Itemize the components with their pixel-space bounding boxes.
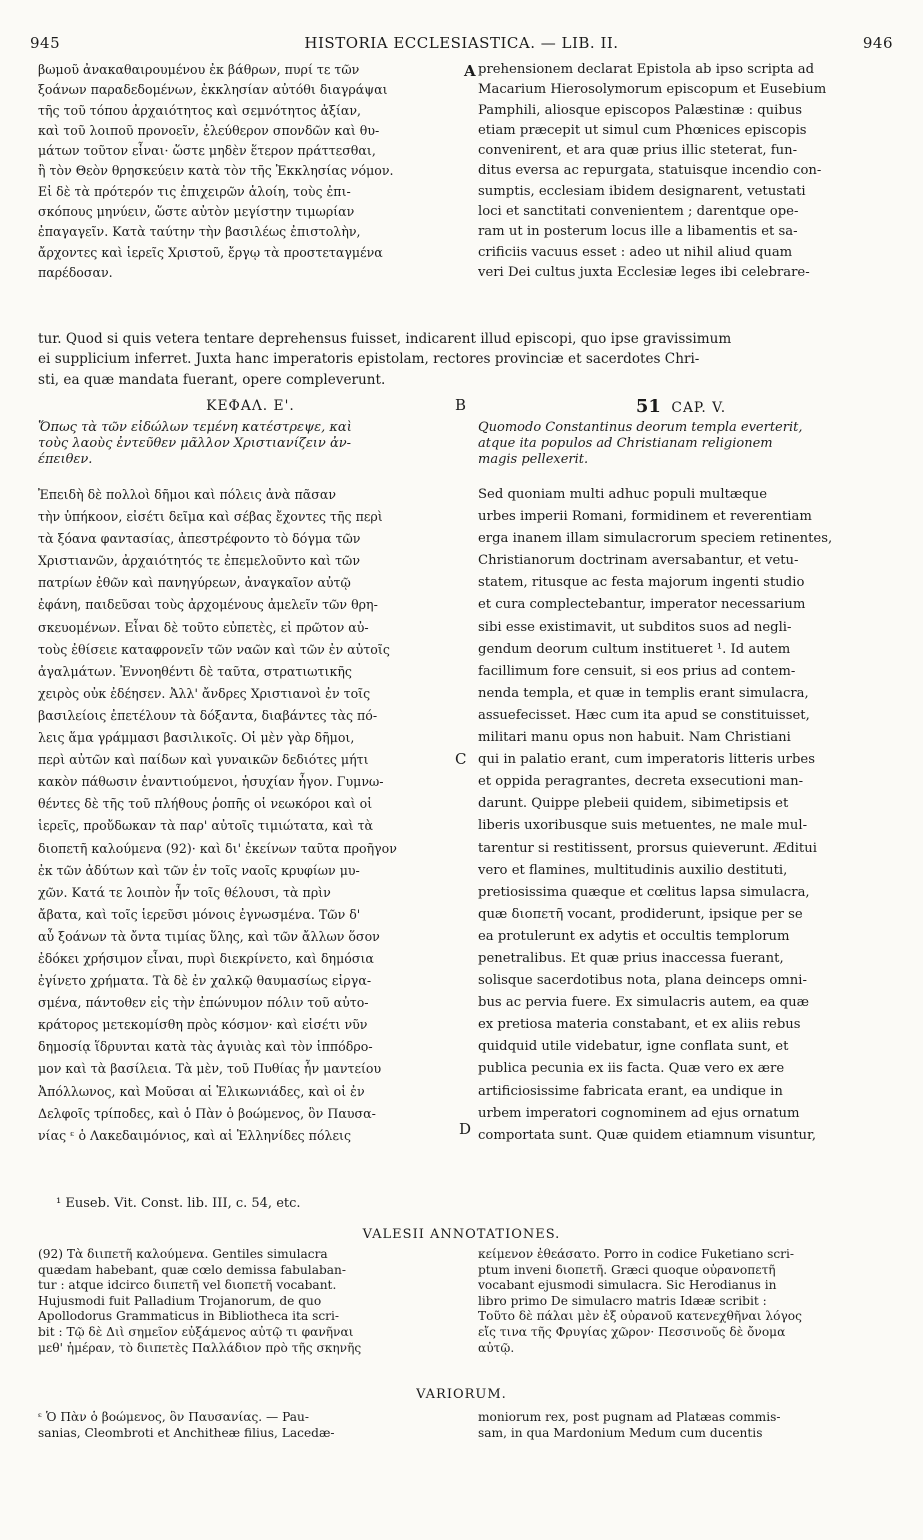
annotation-line: Τοῦτο δὲ πάλαι μὲν ἐξ οὐρανοῦ κατενεχθῆναι λόγος — [478, 1309, 802, 1324]
latin-body-line: bus ac pervia fuere. Ex simulacris autem, ea quæ — [478, 995, 810, 1011]
latin-body-line: artificiosissime fabricata erant, ea undique in — [478, 1083, 783, 1099]
greek-text-line: τῆς τοῦ τόπου ἀρχαιότητος καὶ σεμνότητος ἀξίαν, — [38, 102, 362, 118]
latin-body-line: militari manu opus non habuit. Nam Christiani — [478, 730, 791, 746]
top-full-width-text — [38, 329, 884, 390]
variorum-heading: VARIORUM. — [416, 1387, 507, 1402]
latin-chapter-heading-block — [478, 396, 884, 417]
greek-body-line: ἄβατα, καὶ τοῖς ἱερεῦσι μόνοις ἐγνωσμένα. Τῶν δ' — [38, 906, 361, 922]
latin-body-line: gendum deorum cultum institueret ¹. Id autem — [478, 641, 791, 657]
full-width-text-line: ei supplicium inferret. Juxta hanc imperatoris epistolam, rectores provinciæ et sacerdotes Chri- — [38, 351, 700, 368]
latin-body-line: et oppida peragrantes, decreta exsecutioni man- — [478, 774, 804, 790]
greek-body-line: τὴν ὑπήκοον, εἰσέτι δεῖμα καὶ σέβας ἔχοντες τῆς περὶ — [38, 509, 383, 525]
greek-body-line: ἐφάνη, παιδεῦσαι τοὺς ἀρχομένους ἀμελεῖν τῶν θρη- — [38, 597, 378, 613]
latin-body-line: vero et flamines, multitudinis auxilio destituti, — [478, 862, 788, 878]
latin-body-line: publica pecunia ex iis facta. Quæ vero ex ære — [478, 1061, 785, 1077]
greek-body-line: λεις ἅμα γράμμασι βασιλικοῖς. Οἱ μὲν γὰρ δῆμοι, — [38, 730, 355, 746]
latin-body-line: Christianorum doctrinam aversabantur, et vetu- — [478, 553, 799, 569]
latin-text-line: Macarium Hierosolymorum episcopum et Eusebium — [478, 82, 827, 98]
latin-body-line: quæ διοπετῆ vocant, prodiderunt, ipsique per se — [478, 906, 803, 922]
annotation-line: εἴς τινα τῆς Φρυγίας χῶρον· Πεσσινοῦς δὲ ὄνομα — [478, 1324, 786, 1339]
greek-subtitle-line: έπειθεν. — [38, 452, 93, 467]
greek-body-line: κράτορος μετεκομίσθη πρὸς κόσμον· καὶ εἰσέτι νῦν — [38, 1017, 368, 1033]
variorum-line: moniorum rex, post pugnam ad Platæas commis- — [478, 1410, 781, 1424]
greek-body-line: δημοσίᾳ ἵδρυνται κατὰ τὰς ἀγυιὰς καὶ τὸν ἱππόδρο- — [38, 1039, 373, 1055]
annotation-line: αὐτῷ. — [478, 1340, 515, 1355]
greek-body-line: Δελφοῖς τρίποδες, καὶ ὁ Πὰν ὁ βοώμενος, ὃν Παυσα- — [38, 1105, 376, 1121]
latin-body-line: statem, ritusque ac festa majorum ingenti studio — [478, 575, 805, 591]
greek-body-line: Ἀπόλλωνος, καὶ Μοῦσαι αἱ Ἑλικωνιάδες, καὶ οἱ ἐν — [38, 1083, 365, 1099]
greek-text-line: Εἰ δὲ τὰ πρότερόν τις ἐπιχειρῶν ἁλοίη, τοὺς ἐπι- — [38, 183, 351, 199]
greek-body-line: περὶ αὐτῶν καὶ παίδων καὶ γυναικῶν δεδιότες μήτι — [38, 752, 369, 768]
variorum-line: ᵋ Ὁ Πὰν ὁ βοώμενος, ὃν Παυσανίας. — Pau- — [38, 1410, 309, 1424]
latin-subtitle-line: magis pellexerit. — [478, 452, 589, 467]
annotation-line: vocabant ejusmodi simulacra. Sic Herodianus in — [478, 1278, 777, 1293]
greek-text-line: σκόπους μηνύειν, ὥστε αὐτὸν μεγίστην τιμωρίαν — [38, 204, 355, 220]
latin-body-line: et cura complectebantur, imperator necessarium — [478, 597, 806, 613]
latin-body-line: comportata sunt. Quæ quidem etiamnum visuntur, — [478, 1127, 817, 1143]
annotation-line: bit : Τῷ δὲ Διὶ σημεῖον εὐξάμενος αὐτῷ τι φανῆναι — [38, 1324, 354, 1339]
latin-body-line: assuefecisset. Hæc cum ita apud se constituisset, — [478, 707, 810, 723]
annotation-line: tur : atque idcirco διιπετῆ vel διοπετῆ vocabant. — [38, 1278, 337, 1293]
margin-letter-d: D — [459, 1120, 472, 1138]
footnote: ¹ Euseb. Vit. Const. lib. III, c. 54, etc. — [56, 1196, 301, 1211]
greek-body-line: κακὸν πάθωσιν ἐναντιούμενοι, ἡσυχίαν ἦγον. Γυμνω- — [38, 774, 384, 790]
full-width-text-line: tur. Quod si quis vetera tentare deprehensus fuisset, indicarent illud episcopi, quo ipse gravissimum — [38, 331, 732, 347]
latin-text-line: crificiis vacuus esset : adeo ut nihil aliud quam — [478, 244, 793, 260]
top-greek-column — [38, 60, 463, 283]
greek-body-line: νίας ᵋ ὁ Λακεδαιμόνιος, καὶ αἱ Ἑλληνίδες πόλεις — [38, 1127, 352, 1143]
valesii-right-column — [478, 1247, 884, 1356]
annotation-line: κείμενον ἐθεάσατο. Porro in codice Fuketiano scri- — [478, 1247, 795, 1261]
latin-subtitle-line: Quomodo Constantinus deorum templa everterit, — [478, 420, 803, 435]
greek-body-line: πατρίων ἐθῶν καὶ πανηγύρεων, ἀναγκαῖον αὐτῷ — [38, 575, 351, 591]
annotation-line: quædam habebant, quæ cœlo demissa fabulaban- — [38, 1262, 347, 1277]
greek-chapter-heading: ΚΕΦΑΛ. Ε'. — [206, 398, 295, 414]
greek-body-line: τὰ ξόανα φαντασίας, ἀπεστρέφοντο τὸ δόγμα τῶν — [38, 531, 361, 547]
greek-body-line: αὖ ξοάνων τὰ ὄντα τιμίας ὕλης, καὶ τῶν ἄλλων ὅσον — [38, 928, 380, 944]
variorum-line: sanias, Cleombroti et Anchitheæ filius, Lacedæ- — [38, 1425, 335, 1440]
greek-body-line: σκευομένων. Εἶναι δὲ τοῦτο εὐπετὲς, εἰ πρῶτον αὐ- — [38, 619, 369, 635]
greek-text-line: ἢ τὸν Θεὸν θρησκεύειν κατὰ τὸν τῆς Ἐκκλησίας νόμον. — [38, 163, 394, 179]
greek-body-line: ἐγίνετο χρήματα. Τὰ δὲ ἐν χαλκῷ θαυμασίως εἰργα- — [38, 973, 372, 989]
greek-text-line: παρέδοσαν. — [38, 264, 113, 280]
latin-body-line: nenda templa, et quæ in templis erant simulacra, — [478, 685, 809, 701]
variorum-right-column — [478, 1410, 884, 1441]
annotation-line: (92) Τὰ διιπετῆ καλούμενα. Gentiles simulacra — [38, 1247, 328, 1261]
annotation-line: Hujusmodi fuit Palladium Trojanorum, de quo — [38, 1293, 322, 1308]
latin-body-line: facillimum fore censuit, si eos prius ad contem- — [478, 663, 796, 679]
latin-text-line: sumptis, ecclesiam ibidem designarent, vetustati — [478, 183, 806, 199]
greek-body-line: ἀγαλμάτων. Ἐννοηθέντι δὲ ταῦτα, στρατιωτικῆς — [38, 663, 352, 679]
greek-body-line: ἱερεῖς, προὔδωκαν τὰ παρ' αὐτοῖς τιμιώτατα, καὶ τὰ — [38, 818, 374, 834]
greek-text-line: βωμοῦ ἀνακαθαιρουμένου ἐκ βάθρων, πυρί τε τῶν — [38, 62, 360, 77]
greek-body-line: Χριστιανῶν, ἀρχαιότητός τε ἐπεμελοῦντο καὶ τῶν — [38, 553, 360, 569]
greek-body-line: μον καὶ τὰ βασίλεια. Τὰ μὲν, τοῦ Πυθίας ἦν μαντείου — [38, 1061, 382, 1077]
annotation-line: ptum inveni διοπετῆ. Græci quoque οὐρανοπετῆ — [478, 1262, 776, 1277]
greek-body-line: ἐκ τῶν ἀδύτων καὶ τῶν ἐν τοῖς ναοῖς κρυφίων μυ- — [38, 862, 360, 878]
latin-chapter-subtitle — [478, 420, 884, 468]
latin-body-line: urbes imperii Romani, formidinem et reverentiam — [478, 509, 812, 525]
variorum-left-column — [38, 1410, 456, 1441]
latin-text-line: convenirent, et ara quæ prius illic steterat, fun- — [478, 143, 798, 159]
latin-body-line: sibi esse existimavit, ut subditos suos ad negli- — [478, 619, 792, 635]
latin-body-line: qui in palatio erant, cum imperatoris litteris urbes — [478, 752, 815, 768]
greek-text-line: μάτων τοῦτον εἶναι· ὥστε μηδὲν ἕτερον πράττεσθαι, — [38, 143, 376, 159]
annotation-line: μεθ' ἡμέραν, τὸ διιπετὲς Παλλάδιον πρὸ τῆς σκηνῆς — [38, 1340, 362, 1355]
full-width-text-line: sti, ea quæ mandata fuerant, opere compleverunt. — [38, 371, 386, 388]
variorum-line: sam, in qua Mardonium Medum cum ducentis — [478, 1425, 763, 1440]
greek-subtitle-line: Ὅπως τὰ τῶν εἰδώλων τεμένη κατέστρεψε, καὶ — [38, 420, 352, 435]
latin-text-line: ram ut in posterum locus ille a libamentis et sa- — [478, 224, 798, 240]
greek-body-line: Ἐπειδὴ δὲ πολλοὶ δῆμοι καὶ πόλεις ἀνὰ πᾶσαν — [38, 487, 337, 502]
margin-letter-b: B — [455, 396, 467, 414]
greek-subtitle-line: τοὺς λαοὺς ἐντεῦθεν μᾶλλον Χριστιανίζειν ἀν- — [38, 436, 352, 451]
greek-body-line: βασιλείοις ἐπετέλουν τὰ δόξαντα, διαβάντες τὰς πό- — [38, 707, 378, 723]
latin-subtitle-line: atque ita populos ad Christianam religionem — [478, 436, 773, 451]
margin-letter-c: C — [455, 750, 467, 768]
greek-body-line: θέντες δὲ τῆς τοῦ πλήθους ῥοπῆς οἱ νεωκόροι καὶ οἱ — [38, 796, 373, 812]
latin-text-line: ditus eversa ac repurgata, statuisque incendio con- — [478, 163, 822, 179]
valesii-left-column — [38, 1247, 456, 1356]
greek-body-line: σμένα, πάντοθεν εἰς τὴν ἐπώνυμον πόλιν τοῦ αὐτο- — [38, 995, 369, 1011]
greek-body-line: χειρὸς οὐκ ἐδέησεν. Ἀλλ' ἄνδρες Χριστιανοὶ ἐν τοῖς — [38, 685, 371, 701]
greek-text-line: ξοάνων παραδεδομένων, ἐκκλησίαν αὐτόθι διαγράψαι — [38, 82, 388, 98]
greek-body-line: χῶν. Κατά τε λοιπὸν ἦν τοῖς θέλουσι, τὰ πρὶν — [38, 884, 331, 900]
greek-chapter-subtitle — [38, 420, 463, 468]
latin-body-line: urbem imperatori cognominem ad ejus ornatum — [478, 1105, 800, 1121]
chapter-number: 51 — [635, 396, 661, 417]
body-greek-column — [38, 484, 463, 1147]
body-latin-column — [478, 484, 884, 1147]
running-title: HISTORIA ECCLESIASTICA. — LIB. II. — [304, 34, 619, 52]
latin-text-line: Pamphili, aliosque episcopos Palæstinæ : quibus — [478, 102, 803, 118]
annotation-line: libro primo De simulacro matris Idææ scribit : — [478, 1293, 767, 1308]
latin-body-line: darunt. Quippe plebeii quidem, sibimetipsis et — [478, 796, 789, 812]
greek-body-line: διοπετῆ καλούμενα (92)· καὶ δι' ἐκείνων ταῦτα προῆγον — [38, 840, 397, 856]
margin-letter-a: A — [464, 62, 476, 80]
valesii-heading: VALESII ANNOTATIONES. — [362, 1227, 561, 1242]
latin-text-line: veri Dei cultus juxta Ecclesiæ leges ibi celebrare- — [478, 264, 810, 280]
latin-body-line: tarentur si restitissent, prorsus quieverunt. Æditui — [478, 840, 817, 856]
latin-body-line: ex pretiosa materia constabant, et ex aliis rebus — [478, 1017, 801, 1033]
latin-text-line: etiam præcepit ut simul cum Phœnices episcopis — [478, 122, 807, 138]
latin-body-line: ea protulerunt ex adytis et occultis templorum — [478, 928, 790, 944]
greek-text-line: ἄρχοντες καὶ ἱερεῖς Χριστοῦ, ἔργῳ τὰ προστεταγμένα — [38, 244, 383, 260]
latin-text-line: loci et sanctitati convenientem ; darentque ope- — [478, 204, 799, 220]
greek-body-line: τοὺς ἐθίσειε καταφρονεῖν τῶν ναῶν καὶ τῶν ἐν αὐτοῖς — [38, 641, 390, 657]
greek-text-line: ἐπαγαγεῖν. Κατὰ ταύτην τὴν βασιλέως ἐπιστολὴν, — [38, 224, 361, 240]
right-page-number: 946 — [862, 34, 893, 52]
latin-body-line: erga inanem illam simulacrorum speciem retinentes, — [478, 531, 833, 547]
latin-body-line: solisque sacerdotibus nota, plana deinceps omni- — [478, 973, 807, 989]
latin-text-line: prehensionem declarat Epistola ab ipso scripta ad — [478, 62, 815, 77]
latin-body-line: quidquid utile videbatur, igne conflata sunt, et — [478, 1039, 789, 1055]
latin-body-line: penetralibus. Et quæ prius inaccessa fuerant, — [478, 950, 784, 966]
annotation-line: Apollodorus Grammaticus in Bibliotheca ita scri- — [38, 1309, 340, 1324]
latin-chapter-heading: CAP. V. — [671, 400, 727, 416]
left-page-number: 945 — [30, 34, 61, 52]
greek-body-line: ἐδόκει χρήσιμον εἶναι, πυρὶ διεκρίνετο, καὶ δημόσια — [38, 950, 374, 966]
greek-text-line: καὶ τοῦ λοιποῦ προνοεῖν, ἐλεύθερον σπονδῶν καὶ θυ- — [38, 122, 380, 138]
top-latin-column — [478, 60, 884, 283]
latin-body-line: pretiosissima quæque et cœlitus lapsa simulacra, — [478, 884, 810, 900]
latin-body-line: Sed quoniam multi adhuc populi multæque — [478, 487, 768, 502]
latin-body-line: liberis uxoribusque suis metuentes, ne male mul- — [478, 818, 808, 834]
